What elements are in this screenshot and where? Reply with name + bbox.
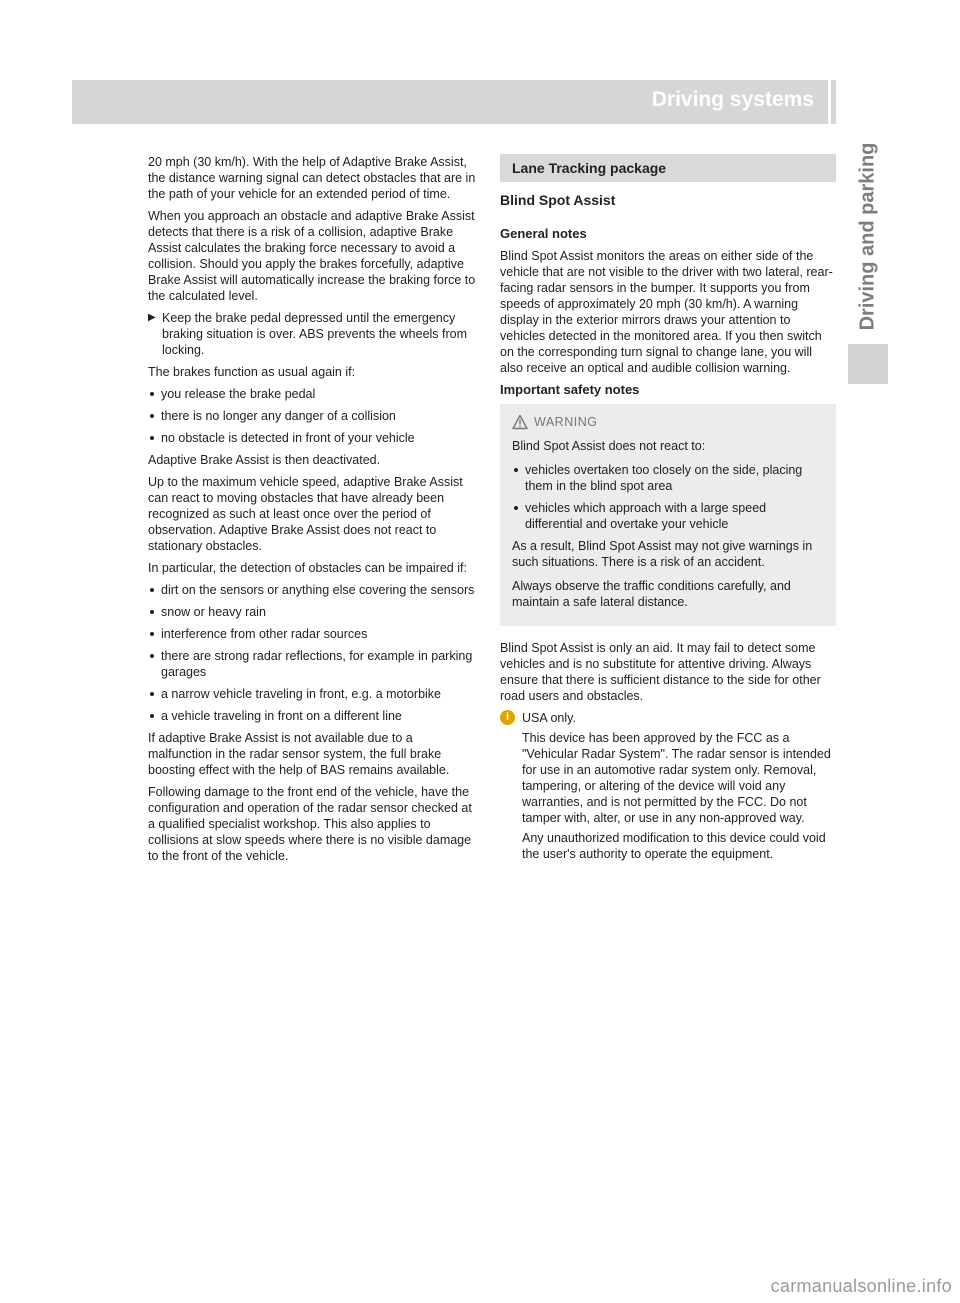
warning-intro: Blind Spot Assist does not react to:	[512, 439, 706, 453]
list-item	[148, 386, 480, 402]
warning-box	[500, 404, 836, 626]
list-item-text: snow or heavy rain	[161, 605, 266, 619]
section-heading: Blind Spot Assist	[500, 192, 616, 208]
list-item-text: interference from other radar sources	[161, 627, 368, 641]
paragraph-malfunction: If adaptive Brake Assist is not available due to a malfunction in the radar sensor system, the full brake boosting effect with the help of BAS remains available.	[148, 731, 450, 777]
list-item-text: there is no longer any danger of a collision	[161, 409, 396, 423]
page-number: 141	[840, 88, 876, 111]
list-item	[148, 648, 480, 680]
list-item	[148, 626, 480, 642]
list-item-text: dirt on the sensors or anything else covering the sensors	[161, 583, 475, 597]
paragraph-continued: 20 mph (30 km/h). With the help of Adaptive Brake Assist, the distance warning signal can detect obstacles that are in the path of your vehicle for an extended period of time.	[148, 155, 476, 201]
info-note	[500, 710, 836, 862]
side-tab-label: Driving and parking	[856, 142, 879, 330]
list-item	[512, 462, 824, 494]
bullet-icon	[150, 714, 154, 718]
warning-header	[512, 414, 824, 430]
right-column	[500, 154, 836, 866]
list-item	[148, 430, 480, 446]
header-title: Driving systems	[651, 88, 814, 111]
list-item-text: you release the brake pedal	[161, 387, 316, 401]
info-unauthorized: Any unauthorized modification to this device could void the user's authority to operate the equipment.	[522, 831, 826, 861]
general-notes-heading: General notes	[500, 226, 587, 241]
header-divider	[828, 80, 831, 124]
paragraph-particular: In particular, the detection of obstacles can be impaired if:	[148, 561, 467, 575]
warning-label: WARNING	[534, 415, 598, 429]
step-text: Keep the brake pedal depressed until the emergency braking situation is over. ABS prevents the wheels from locking.	[162, 311, 468, 357]
list-item	[148, 708, 480, 724]
paragraph-aid: Blind Spot Assist is only an aid. It may fail to detect some vehicles and is no substitute for attentive driving. Always ensure that there is sufficient distance to the side for other road users and obstacles.	[500, 641, 821, 703]
warning-observe: Always observe the traffic conditions carefully, and maintain a safe lateral distance.	[512, 579, 791, 609]
paragraph-max-speed: Up to the maximum vehicle speed, adaptive Brake Assist can react to moving obstacles that have already been recognized as such at least once over the period of observation. Adaptive Brake Assist does not react to stationary obstacles.	[148, 475, 463, 553]
brakes-list	[148, 386, 480, 446]
list-item-text: a vehicle traveling in front on a different line	[161, 709, 402, 723]
left-column	[148, 154, 480, 870]
info-icon: i	[500, 710, 515, 725]
bullet-icon	[150, 436, 154, 440]
list-item-text: no obstacle is detected in front of your vehicle	[161, 431, 415, 445]
bullet-icon	[150, 414, 154, 418]
info-fcc: This device has been approved by the FCC as a "Vehicular Radar System". The radar sensor is intended for use in an automotive radar system only. Removal, tampering, or altering of the device will void any warranties, and is not permitted by the FCC. Do not tamper with, alter, or use in any non-approved way.	[522, 731, 831, 825]
list-item-text: a narrow vehicle traveling in front, e.g. a motorbike	[161, 687, 441, 701]
list-item	[148, 408, 480, 424]
paragraph-deactivated: Adaptive Brake Assist is then deactivated.	[148, 453, 381, 467]
list-item-text: there are strong radar reflections, for example in parking garages	[161, 649, 473, 679]
paragraph-damage: Following damage to the front end of the vehicle, have the configuration and operation of the radar sensor checked at a qualified specialist workshop. This also applies to collisions at slow speeds where there is no visible damage to the front of the vehicle.	[148, 785, 472, 863]
bullet-icon	[150, 654, 154, 658]
info-title: USA only.	[522, 711, 576, 725]
list-item-text: vehicles overtaken too closely on the side, placing them in the blind spot area	[525, 463, 803, 493]
list-item	[148, 686, 480, 702]
paragraph-brakes: The brakes function as usual again if:	[148, 365, 356, 379]
impaired-list	[148, 582, 480, 724]
list-item-text: vehicles which approach with a large speed differential and overtake your vehicle	[525, 501, 767, 531]
bullet-icon	[150, 632, 154, 636]
list-item	[148, 582, 480, 598]
bullet-icon	[150, 610, 154, 614]
bullet-icon	[150, 588, 154, 592]
step-arrow-icon: ▶	[148, 312, 156, 323]
list-item	[512, 500, 824, 532]
safety-notes-heading: Important safety notes	[500, 382, 640, 397]
bullet-icon	[150, 392, 154, 396]
footer-watermark: carmanualsonline.info	[770, 1276, 952, 1296]
list-item	[148, 604, 480, 620]
side-tab	[848, 142, 888, 330]
bullet-icon	[514, 468, 518, 472]
warning-triangle-icon	[512, 414, 528, 430]
paragraph-approach: When you approach an obstacle and adaptive Brake Assist detects that there is a risk of a collision, adaptive Brake Assist calculates the braking force necessary to avoid a collision. Should you apply the brakes forcefully, adaptive Brake Assist will automatically increase the braking force to the calculated level.	[148, 209, 476, 303]
bullet-icon	[514, 506, 518, 510]
paragraph-general: Blind Spot Assist monitors the areas on either side of the vehicle that are not visible to the driver with two lateral, rear-facing radar sensors in the bumper. It supports you from speeds of approximately 20 mph (30 km/h). A warning display in the exterior mirrors draws your attention to vehicles detected in the monitored area. If you then switch on the corresponding turn signal to change lane, you will also receive an optical and audible collision warning.	[500, 249, 833, 375]
instruction-step	[148, 310, 480, 358]
warning-list	[512, 462, 824, 532]
side-tab-block	[848, 344, 888, 384]
bullet-icon	[150, 692, 154, 696]
warning-result: As a result, Blind Spot Assist may not give warnings in such situations. There is a risk of an accident.	[512, 539, 813, 569]
section-title-bar: Lane Tracking package	[500, 154, 836, 182]
